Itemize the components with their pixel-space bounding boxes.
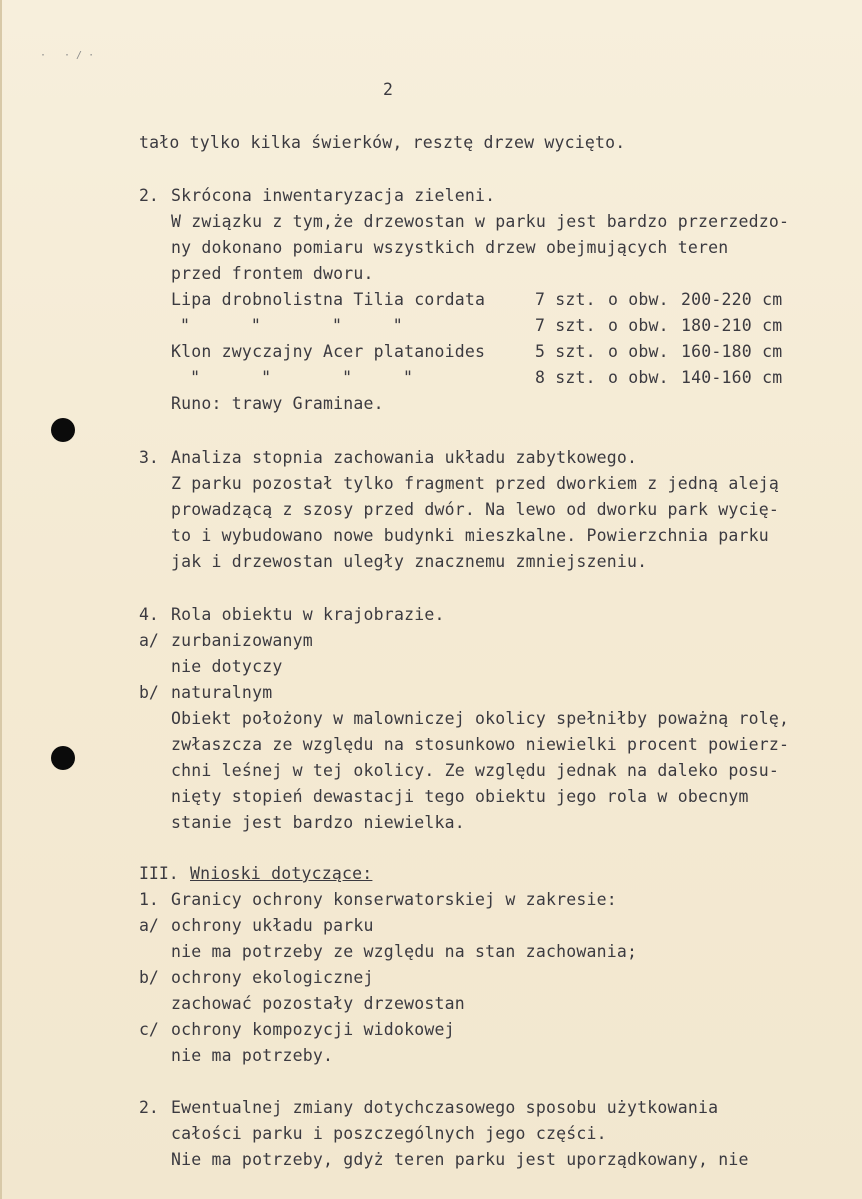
runo-line: Runo: trawy Graminae.	[171, 394, 384, 413]
section-iii-c-text: nie ma potrzeby.	[171, 1046, 334, 1065]
tree-circumference-prefix: o obw.	[608, 316, 669, 335]
section-2-number: 2.	[139, 186, 159, 205]
tree-circumference: 200-220 cm	[681, 290, 783, 309]
section-3-title: Analiza stopnia zachowania układu zabytkowego.	[171, 448, 638, 467]
tree-circumference: 180-210 cm	[681, 316, 783, 335]
tree-count: 8 szt.	[535, 368, 596, 387]
tree-circumference-prefix: o obw.	[608, 342, 669, 361]
section-iii-a-label: a/	[139, 916, 159, 935]
section-4-a-text: nie dotyczy	[171, 657, 283, 676]
tree-circumference-prefix: o obw.	[608, 368, 669, 387]
section-2-text-line: W związku z tym,że drzewostan w parku jest bardzo przerzedzo-	[171, 212, 790, 231]
section-iii-b-label: b/	[139, 968, 159, 987]
section-4-b-text-line: Obiekt położony w malowniczej okolicy spełniłby poważną rolę,	[171, 709, 790, 728]
section-3-number: 3.	[139, 448, 159, 467]
tree-count: 7 szt.	[535, 316, 596, 335]
scan-marks: · ·/·	[40, 50, 101, 61]
section-3-text-line: to i wybudowano nowe budynki mieszkalne. Powierzchnia parku	[171, 526, 769, 545]
section-iii-item-1-number: 1.	[139, 890, 159, 909]
section-2-text-line: przed frontem dworu.	[171, 264, 374, 283]
section-4-b-title: naturalnym	[171, 683, 273, 702]
section-2-title: Skrócona inwentaryzacja zieleni.	[171, 186, 496, 205]
section-iii-a-text: nie ma potrzeby ze względu na stan zachowania;	[171, 942, 638, 961]
section-4-b-text-line: zwłaszcza ze względu na stosunkowo niewielki procent powierz-	[171, 735, 790, 754]
section-3-text-line: Z parku pozostał tylko fragment przed dworkiem z jedną aleją	[171, 474, 780, 493]
section-4-number: 4.	[139, 605, 159, 624]
tree-circumference-prefix: o obw.	[608, 290, 669, 309]
page-edge	[0, 0, 2, 1199]
section-iii-item-2-text-line: Ewentualnej zmiany dotychczasowego sposobu użytkowania	[171, 1098, 719, 1117]
punch-hole-top	[51, 418, 75, 442]
section-2-text-line: ny dokonano pomiaru wszystkich drzew obejmujących teren	[171, 238, 729, 257]
section-iii-item-2-text-line: Nie ma potrzeby, gdyż teren parku jest uporządkowany, nie	[171, 1150, 749, 1169]
section-4-b-text-line: stanie jest bardzo niewielka.	[171, 813, 465, 832]
tree-species: " " " "	[180, 368, 414, 387]
section-iii-item-1-title: Granicy ochrony konserwatorskiej w zakresie:	[171, 890, 617, 909]
section-3-text-line: jak i drzewostan uległy znacznemu zmniejszeniu.	[171, 552, 648, 571]
section-4-title: Rola obiektu w krajobrazie.	[171, 605, 445, 624]
punch-hole-bottom	[51, 746, 75, 770]
tree-count: 5 szt.	[535, 342, 596, 361]
section-iii-c-title: ochrony kompozycji widokowej	[171, 1020, 455, 1039]
tree-circumference: 160-180 cm	[681, 342, 783, 361]
section-3-text-line: prowadzącą z szosy przed dwór. Na lewo od dworku park wycię-	[171, 500, 780, 519]
section-iii-item-2-text-line: całości parku i poszczególnych jego części.	[171, 1124, 607, 1143]
section-iii-b-text: zachować pozostały drzewostan	[171, 994, 465, 1013]
section-iii-item-2-number: 2.	[139, 1098, 159, 1117]
page-number: 2	[383, 80, 394, 99]
section-4-a-title: zurbanizowanym	[171, 631, 313, 650]
section-iii-a-title: ochrony układu parku	[171, 916, 374, 935]
section-iii-number: III.	[139, 864, 179, 883]
tree-circumference: 140-160 cm	[681, 368, 783, 387]
section-4-b-label: b/	[139, 683, 159, 702]
section-4-a-label: a/	[139, 631, 159, 650]
tree-species: " " " "	[180, 316, 403, 335]
section-4-b-text-line: nięty stopień dewastacji tego obiektu jego rola w obecnym	[171, 787, 749, 806]
tree-species: Klon zwyczajny Acer platanoides	[171, 342, 486, 361]
opening-line: tało tylko kilka świerków, resztę drzew wycięto.	[139, 133, 626, 152]
section-iii-c-label: c/	[139, 1020, 159, 1039]
section-iii-b-title: ochrony ekologicznej	[171, 968, 374, 987]
tree-species: Lipa drobnolistna Tilia cordata	[171, 290, 486, 309]
tree-count: 7 szt.	[535, 290, 596, 309]
section-iii-title: Wnioski dotyczące:	[190, 864, 373, 883]
section-4-b-text-line: chni leśnej w tej okolicy. Ze względu jednak na daleko posu-	[171, 761, 780, 780]
